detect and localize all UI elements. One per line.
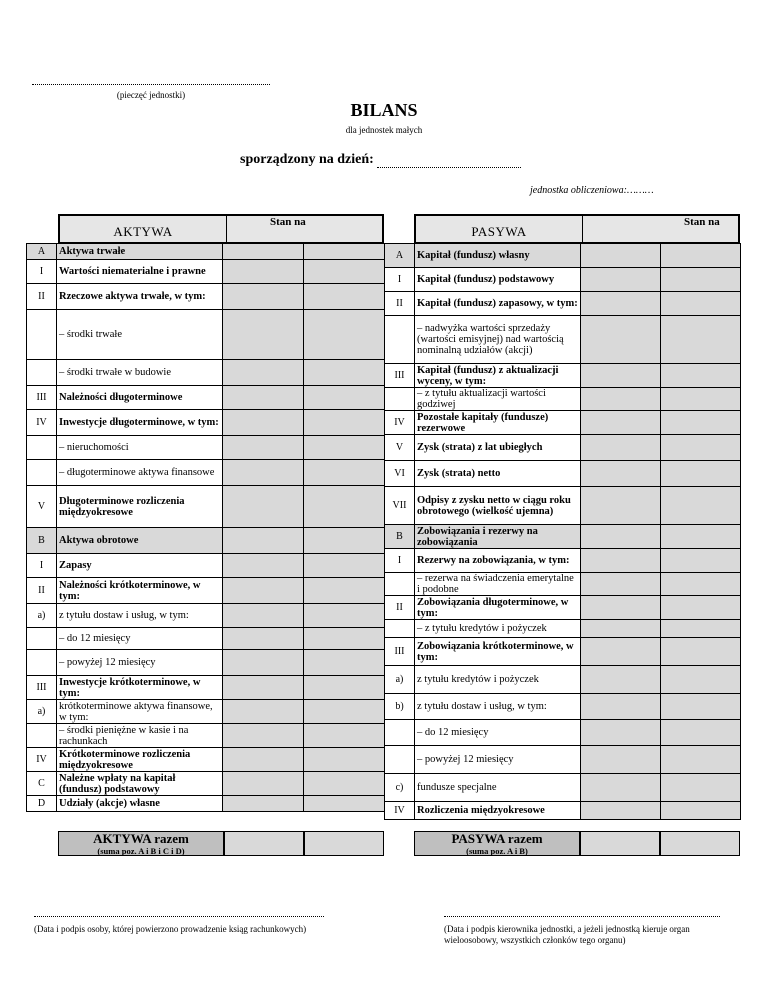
aktywa-value-cell[interactable]: [304, 528, 385, 554]
pasywa-row-number: b): [385, 694, 415, 720]
aktywa-row-number: III: [27, 676, 57, 700]
aktywa-row-label: Inwestycje krótkoterminowe, w tym:: [57, 676, 223, 700]
aktywa-value-cell[interactable]: [223, 628, 304, 650]
pasywa-value-cell[interactable]: [581, 746, 661, 774]
pasywa-row-number: I: [385, 549, 415, 573]
aktywa-value-cell[interactable]: [304, 676, 385, 700]
pasywa-row-number: I: [385, 268, 415, 292]
aktywa-row: [27, 748, 385, 772]
aktywa-value-cell[interactable]: [223, 578, 304, 604]
pasywa-value-cell[interactable]: [581, 596, 661, 620]
aktywa-value-cell[interactable]: [223, 748, 304, 772]
aktywa-value-cell[interactable]: [223, 244, 304, 260]
aktywa-row: [27, 360, 385, 386]
aktywa-value-cell[interactable]: [223, 528, 304, 554]
aktywa-row-label: Inwestycje długoterminowe, w tym:: [57, 410, 223, 436]
pasywa-row: [385, 435, 741, 461]
pasywa-value-cell[interactable]: [661, 461, 741, 487]
pasywa-row-number: [385, 720, 415, 746]
pasywa-row-number: [385, 620, 415, 638]
pasywa-heading: PASYWA: [471, 224, 527, 239]
pasywa-value-cell[interactable]: [661, 316, 741, 364]
pasywa-row-number: [385, 573, 415, 596]
pasywa-row-label: Kapitał (fundusz) własny: [415, 244, 581, 268]
pasywa-row-number: a): [385, 666, 415, 694]
aktywa-value-cell[interactable]: [223, 386, 304, 410]
pasywa-total: [414, 831, 580, 856]
aktywa-row: [27, 578, 385, 604]
pasywa-value-cell[interactable]: [581, 573, 661, 596]
aktywa-row-number: B: [27, 528, 57, 554]
pasywa-row: [385, 666, 741, 694]
aktywa-header: [58, 214, 384, 244]
aktywa-row: [27, 650, 385, 676]
aktywa-header-divider: [226, 216, 227, 242]
aktywa-row-number: [27, 360, 57, 386]
aktywa-total-value-2[interactable]: [304, 831, 384, 856]
pasywa-value-cell[interactable]: [661, 549, 741, 573]
pasywa-value-cell[interactable]: [581, 620, 661, 638]
pasywa-row-label: Kapitał (fundusz) zapasowy, w tym:: [415, 292, 581, 316]
pasywa-row: [385, 525, 741, 549]
aktywa-row-number: a): [27, 604, 57, 628]
aktywa-value-cell[interactable]: [304, 260, 385, 284]
pasywa-value-cell[interactable]: [661, 411, 741, 435]
right-signature-line[interactable]: [444, 910, 720, 917]
aktywa-row: [27, 554, 385, 578]
aktywa-row-number: I: [27, 554, 57, 578]
pasywa-row-number: III: [385, 364, 415, 388]
aktywa-row-number: IV: [27, 410, 57, 436]
pasywa-row-label: Zysk (strata) netto: [415, 461, 581, 487]
pasywa-value-cell[interactable]: [581, 268, 661, 292]
pasywa-value-cell[interactable]: [661, 292, 741, 316]
aktywa-row-number: III: [27, 386, 57, 410]
aktywa-value-cell[interactable]: [304, 578, 385, 604]
aktywa-value-cell[interactable]: [223, 410, 304, 436]
aktywa-total-sub: (suma poz. A i B i C i D): [97, 846, 185, 856]
aktywa-row-number: V: [27, 486, 57, 528]
pasywa-row: [385, 316, 741, 364]
pasywa-row-label: – rezerwa na świadczenia emerytalne i podobne: [415, 573, 581, 596]
pasywa-value-cell[interactable]: [661, 746, 741, 774]
aktywa-value-cell[interactable]: [304, 748, 385, 772]
pasywa-value-cell[interactable]: [581, 292, 661, 316]
aktywa-value-cell[interactable]: [304, 284, 385, 310]
pasywa-row: [385, 774, 741, 802]
aktywa-row: [27, 284, 385, 310]
pasywa-value-cell[interactable]: [661, 244, 741, 268]
pasywa-total-sub: (suma poz. A i B): [466, 846, 528, 856]
pasywa-total-label: PASYWA razem: [451, 831, 543, 846]
aktywa-row: [27, 260, 385, 284]
aktywa-total: [58, 831, 224, 856]
pasywa-row-label: z tytułu kredytów i pożyczek: [415, 666, 581, 694]
pasywa-value-cell[interactable]: [581, 802, 661, 820]
pasywa-row: [385, 292, 741, 316]
aktywa-row-label: Należności krótkoterminowe, w tym:: [57, 578, 223, 604]
pasywa-row-label: Zobowiązania krótkoterminowe, w tym:: [415, 638, 581, 666]
pasywa-total-value-1[interactable]: [580, 831, 660, 856]
aktywa-value-cell[interactable]: [223, 284, 304, 310]
aktywa-value-cell[interactable]: [223, 460, 304, 486]
pasywa-value-cell[interactable]: [661, 435, 741, 461]
pasywa-row: [385, 411, 741, 435]
right-signature-caption: (Data i podpis kierownika jednostki, a jeżeli jednostką kieruje organ wieloosobowy, wszystkich członków tego organu): [444, 924, 690, 945]
aktywa-value-cell[interactable]: [304, 244, 385, 260]
pasywa-row-number: VII: [385, 487, 415, 525]
pasywa-row-number: III: [385, 638, 415, 666]
aktywa-value-cell[interactable]: [304, 700, 385, 724]
aktywa-row-number: [27, 628, 57, 650]
pasywa-row-number: c): [385, 774, 415, 802]
pasywa-value-cell[interactable]: [581, 720, 661, 746]
aktywa-row-label: krótkoterminowe aktywa finansowe, w tym:: [57, 700, 223, 724]
aktywa-value-cell[interactable]: [304, 310, 385, 360]
pasywa-value-cell[interactable]: [661, 638, 741, 666]
pasywa-value-cell[interactable]: [661, 525, 741, 549]
pasywa-row-label: – do 12 miesięcy: [415, 720, 581, 746]
pasywa-value-cell[interactable]: [581, 638, 661, 666]
aktywa-value-cell[interactable]: [304, 628, 385, 650]
aktywa-row: [27, 772, 385, 796]
aktywa-row: [27, 410, 385, 436]
aktywa-row: [27, 796, 385, 812]
pasywa-row: [385, 638, 741, 666]
pasywa-row-label: Odpisy z zysku netto w ciągu roku obrotowego (wielkość ujemna): [415, 487, 581, 525]
stamp-caption: (pieczęć jednostki): [116, 90, 186, 100]
pasywa-row: [385, 244, 741, 268]
pasywa-row-label: Kapitał (fundusz) podstawowy: [415, 268, 581, 292]
pasywa-value-cell[interactable]: [581, 487, 661, 525]
unit-row: [530, 185, 654, 196]
pasywa-row-number: [385, 388, 415, 411]
pasywa-row: [385, 388, 741, 411]
pasywa-value-cell[interactable]: [581, 525, 661, 549]
aktywa-row-label: z tytułu dostaw i usług, w tym:: [57, 604, 223, 628]
aktywa-value-cell[interactable]: [304, 386, 385, 410]
pasywa-row-number: B: [385, 525, 415, 549]
pasywa-value-cell[interactable]: [581, 435, 661, 461]
aktywa-row-number: a): [27, 700, 57, 724]
aktywa-row: [27, 244, 385, 260]
aktywa-value-cell[interactable]: [223, 360, 304, 386]
pasywa-row: [385, 596, 741, 620]
aktywa-row-number: A: [27, 244, 57, 260]
pasywa-value-cell[interactable]: [661, 388, 741, 411]
aktywa-value-cell[interactable]: [304, 360, 385, 386]
pasywa-stan-label: Stan na: [684, 216, 720, 228]
aktywa-value-cell[interactable]: [304, 410, 385, 436]
aktywa-row: [27, 386, 385, 410]
pasywa-row-number: V: [385, 435, 415, 461]
pasywa-value-cell[interactable]: [661, 487, 741, 525]
aktywa-value-cell[interactable]: [223, 796, 304, 812]
pasywa-header-divider: [582, 216, 583, 242]
aktywa-value-cell[interactable]: [304, 486, 385, 528]
aktywa-value-cell[interactable]: [304, 604, 385, 628]
aktywa-row-label: Aktywa trwałe: [57, 244, 223, 260]
pasywa-row: [385, 720, 741, 746]
pasywa-value-cell[interactable]: [581, 666, 661, 694]
aktywa-row-label: Zapasy: [57, 554, 223, 578]
aktywa-row: [27, 436, 385, 460]
aktywa-total-label: AKTYWA razem: [93, 831, 189, 846]
aktywa-value-cell[interactable]: [223, 700, 304, 724]
pasywa-value-cell[interactable]: [661, 802, 741, 820]
pasywa-value-cell[interactable]: [581, 316, 661, 364]
aktywa-row-label: – środki pieniężne w kasie i na rachunkach: [57, 724, 223, 748]
pasywa-value-cell[interactable]: [661, 774, 741, 802]
aktywa-value-cell[interactable]: [223, 260, 304, 284]
aktywa-value-cell[interactable]: [223, 486, 304, 528]
document-title: BILANS: [350, 100, 418, 120]
aktywa-row-number: [27, 310, 57, 360]
aktywa-row-label: Rzeczowe aktywa trwałe, w tym:: [57, 284, 223, 310]
pasywa-value-cell[interactable]: [661, 720, 741, 746]
document-subtitle: dla jednostek małych: [345, 125, 423, 135]
pasywa-row: [385, 487, 741, 525]
aktywa-value-cell[interactable]: [223, 310, 304, 360]
aktywa-heading: AKTYWA: [113, 224, 173, 239]
pasywa-value-cell[interactable]: [661, 364, 741, 388]
pasywa-header: [414, 214, 740, 244]
pasywa-row-label: Kapitał (fundusz) z aktualizacji wyceny, w tym:: [415, 364, 581, 388]
aktywa-value-cell[interactable]: [223, 676, 304, 700]
pasywa-value-cell[interactable]: [581, 694, 661, 720]
aktywa-row-number: C: [27, 772, 57, 796]
aktywa-row-number: II: [27, 284, 57, 310]
aktywa-value-cell[interactable]: [304, 772, 385, 796]
aktywa-row: [27, 724, 385, 748]
pasywa-row-number: IV: [385, 802, 415, 820]
stamp-line: [32, 78, 270, 85]
aktywa-row-number: IV: [27, 748, 57, 772]
pasywa-row-label: – z tytułu aktualizacji wartości godziwej: [415, 388, 581, 411]
aktywa-row-label: – nieruchomości: [57, 436, 223, 460]
pasywa-row-number: VI: [385, 461, 415, 487]
pasywa-row-label: Zobowiązania i rezerwy na zobowiązania: [415, 525, 581, 549]
pasywa-row-label: – powyżej 12 miesięcy: [415, 746, 581, 774]
aktywa-total-value-1[interactable]: [224, 831, 304, 856]
aktywa-row-label: – długoterminowe aktywa finansowe: [57, 460, 223, 486]
pasywa-value-cell[interactable]: [661, 596, 741, 620]
aktywa-row-number: [27, 650, 57, 676]
aktywa-row-label: Wartości niematerialne i prawne: [57, 260, 223, 284]
pasywa-row: [385, 746, 741, 774]
aktywa-row-label: Aktywa obrotowe: [57, 528, 223, 554]
pasywa-row-label: Rezerwy na zobowiązania, w tym:: [415, 549, 581, 573]
pasywa-value-cell[interactable]: [581, 774, 661, 802]
aktywa-row-number: II: [27, 578, 57, 604]
aktywa-row-label: Długoterminowe rozliczenia międzyokresowe: [57, 486, 223, 528]
aktywa-row: [27, 528, 385, 554]
pasywa-row: [385, 364, 741, 388]
unit-field[interactable]: ………: [626, 185, 654, 196]
aktywa-table: [26, 243, 385, 812]
pasywa-row-number: II: [385, 596, 415, 620]
aktywa-row-number: [27, 460, 57, 486]
pasywa-row-label: Pozostałe kapitały (fundusze) rezerwowe: [415, 411, 581, 435]
pasywa-row: [385, 620, 741, 638]
pasywa-row-number: [385, 316, 415, 364]
aktywa-row-number: [27, 436, 57, 460]
left-signature-line[interactable]: [34, 910, 324, 917]
pasywa-row-label: Rozliczenia międzyokresowe: [415, 802, 581, 820]
aktywa-value-cell[interactable]: [304, 796, 385, 812]
aktywa-value-cell[interactable]: [223, 436, 304, 460]
aktywa-stan-label: Stan na: [270, 216, 306, 228]
aktywa-row: [27, 604, 385, 628]
aktywa-row-label: Udziały (akcje) własne: [57, 796, 223, 812]
pasywa-row: [385, 268, 741, 292]
pasywa-row-number: [385, 746, 415, 774]
pasywa-value-cell[interactable]: [581, 461, 661, 487]
unit-label: jednostka obliczeniowa:: [530, 185, 627, 196]
date-row: [240, 152, 540, 168]
aktywa-row-label: Krótkoterminowe rozliczenia międzyokresowe: [57, 748, 223, 772]
pasywa-row: [385, 694, 741, 720]
pasywa-value-cell[interactable]: [661, 620, 741, 638]
pasywa-row-label: Zobowiązania długoterminowe, w tym:: [415, 596, 581, 620]
pasywa-value-cell[interactable]: [581, 388, 661, 411]
aktywa-row-number: I: [27, 260, 57, 284]
aktywa-value-cell[interactable]: [223, 604, 304, 628]
aktywa-row-number: [27, 724, 57, 748]
aktywa-row-number: D: [27, 796, 57, 812]
aktywa-value-cell[interactable]: [223, 724, 304, 748]
pasywa-total-value-2[interactable]: [660, 831, 740, 856]
left-signature-caption: (Data i podpis osoby, której powierzono prowadzenie ksiąg rachunkowych): [34, 924, 307, 934]
pasywa-row: [385, 802, 741, 820]
aktywa-value-cell[interactable]: [223, 554, 304, 578]
aktywa-row-label: – powyżej 12 miesięcy: [57, 650, 223, 676]
pasywa-row-number: IV: [385, 411, 415, 435]
pasywa-value-cell[interactable]: [581, 549, 661, 573]
aktywa-row-label: Należności długoterminowe: [57, 386, 223, 410]
pasywa-row: [385, 461, 741, 487]
aktywa-value-cell[interactable]: [304, 460, 385, 486]
pasywa-row: [385, 549, 741, 573]
aktywa-row: [27, 676, 385, 700]
pasywa-row-label: Zysk (strata) z lat ubiegłych: [415, 435, 581, 461]
pasywa-value-cell[interactable]: [661, 694, 741, 720]
pasywa-row-number: A: [385, 244, 415, 268]
aktywa-value-cell[interactable]: [223, 650, 304, 676]
aktywa-row-label: – do 12 miesięcy: [57, 628, 223, 650]
pasywa-value-cell[interactable]: [581, 411, 661, 435]
aktywa-row: [27, 460, 385, 486]
aktywa-value-cell[interactable]: [223, 772, 304, 796]
pasywa-table: [384, 243, 741, 820]
pasywa-row-label: fundusze specjalne: [415, 774, 581, 802]
pasywa-row: [385, 573, 741, 596]
date-label: sporządzony na dzień:: [240, 152, 374, 167]
pasywa-value-cell[interactable]: [661, 573, 741, 596]
aktywa-row: [27, 700, 385, 724]
aktywa-row: [27, 310, 385, 360]
aktywa-row-label: Należne wpłaty na kapitał (fundusz) podstawowy: [57, 772, 223, 796]
pasywa-row-label: z tytułu dostaw i usług, w tym:: [415, 694, 581, 720]
aktywa-value-cell[interactable]: [304, 554, 385, 578]
aktywa-value-cell[interactable]: [304, 650, 385, 676]
aktywa-row: [27, 486, 385, 528]
date-field[interactable]: [377, 155, 521, 168]
aktywa-value-cell[interactable]: [304, 724, 385, 748]
pasywa-row-label: – z tytułu kredytów i pożyczek: [415, 620, 581, 638]
aktywa-value-cell[interactable]: [304, 436, 385, 460]
pasywa-value-cell[interactable]: [661, 666, 741, 694]
aktywa-row: [27, 628, 385, 650]
aktywa-row-label: – środki trwałe w budowie: [57, 360, 223, 386]
pasywa-row-number: II: [385, 292, 415, 316]
pasywa-value-cell[interactable]: [581, 364, 661, 388]
aktywa-row-label: – środki trwałe: [57, 310, 223, 360]
pasywa-value-cell[interactable]: [581, 244, 661, 268]
pasywa-value-cell[interactable]: [661, 268, 741, 292]
pasywa-row-label: – nadwyżka wartości sprzedaży (wartości emisyjnej) nad wartością nominalną udziałów (akcji): [415, 316, 581, 364]
